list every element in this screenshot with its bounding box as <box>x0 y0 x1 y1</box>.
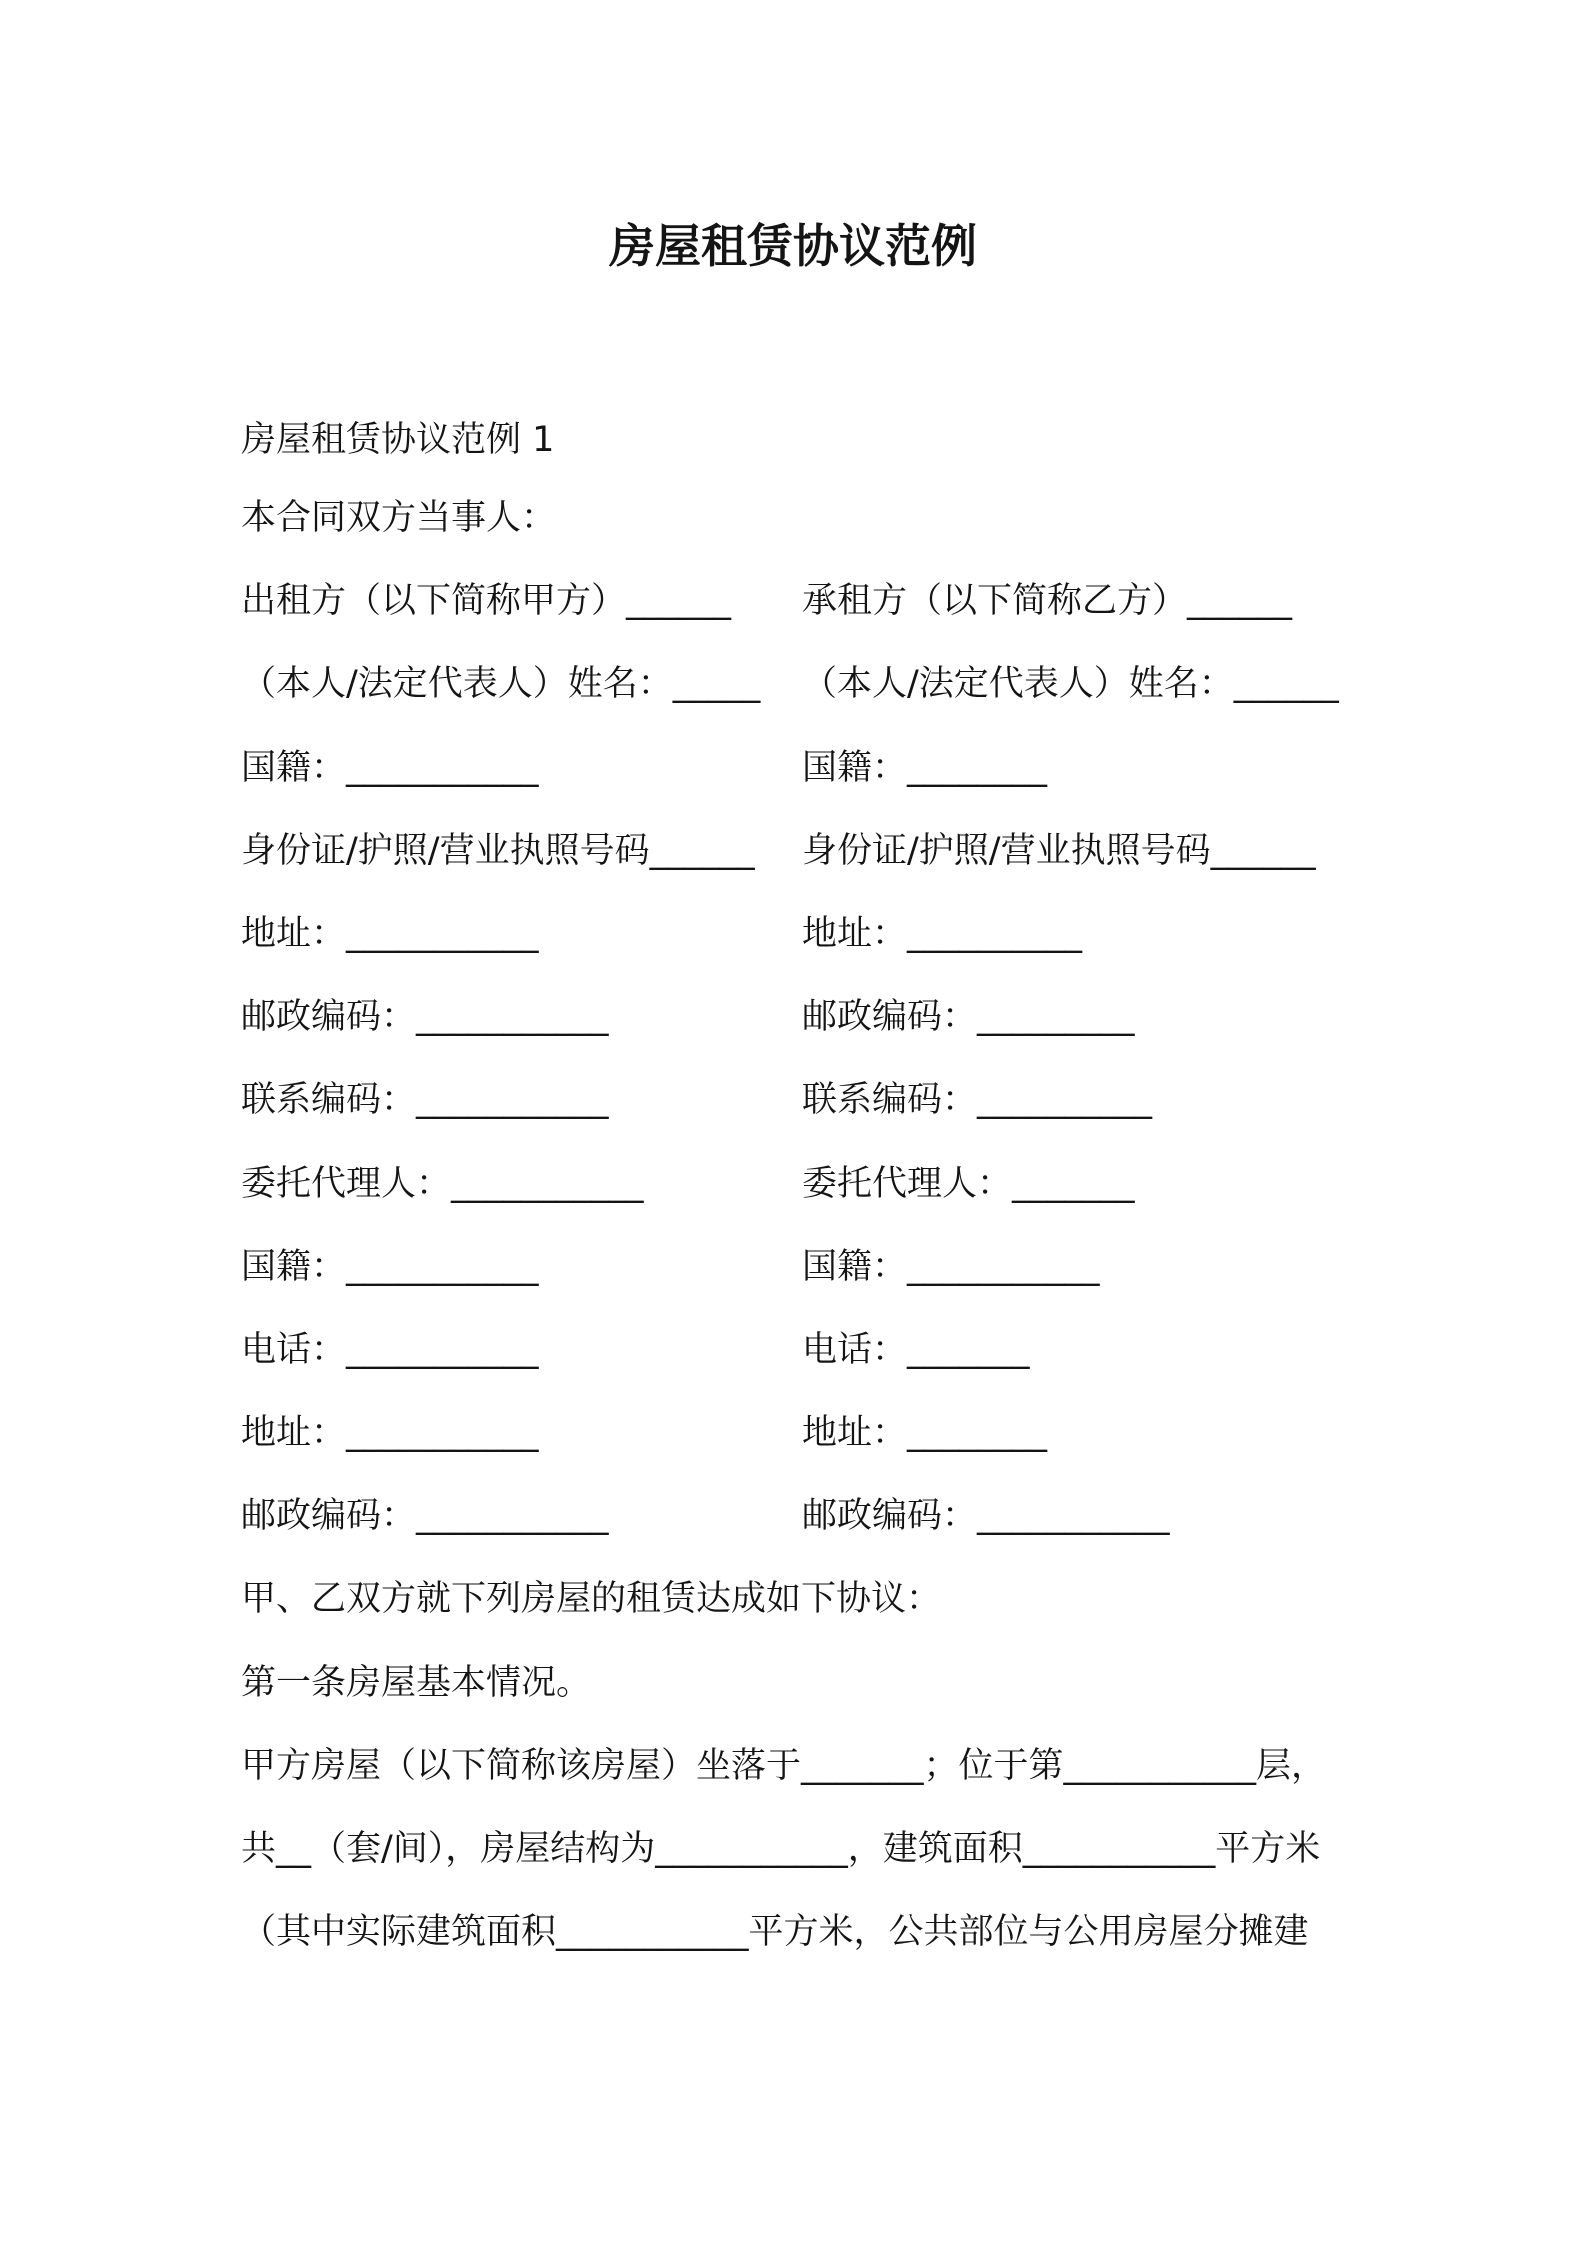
lessor-contact: 联系编码：___________ <box>241 1080 609 1121</box>
article-1-text-line-1: 甲方房屋（以下简称该房屋）坐落于_______；位于第___________层， <box>241 1745 1327 1786</box>
lessee-nationality: 国籍：________ <box>802 747 1048 788</box>
lessee-postal-code: 邮政编码：_________ <box>802 997 1135 1038</box>
lessee-label: 承租方（以下简称乙方）______ <box>802 581 1293 622</box>
lessee-address: 地址：__________ <box>802 913 1083 954</box>
section-heading: 房屋租赁协议范例 1 <box>241 420 555 460</box>
lessor-nationality: 国籍：___________ <box>241 747 539 788</box>
lessee-agent-nationality: 国籍：___________ <box>802 1246 1100 1287</box>
party-table <box>241 560 1441 1558</box>
party-row <box>241 1226 1441 1309</box>
party-row <box>241 1059 1441 1142</box>
document-title: 房屋租赁协议范例 <box>609 219 977 273</box>
lessee-agent-phone: 电话：_______ <box>802 1329 1030 1370</box>
lessee-agent-postal-code: 邮政编码：___________ <box>802 1496 1170 1537</box>
lessor-agent-address: 地址：___________ <box>241 1413 539 1454</box>
article-1-heading: 第一条房屋基本情况。 <box>241 1662 592 1703</box>
lessor-address: 地址：___________ <box>241 913 539 954</box>
party-row <box>241 810 1441 893</box>
lessee-agent: 委托代理人：_______ <box>802 1163 1135 1204</box>
party-row <box>241 976 1441 1059</box>
lessor-agent: 委托代理人：___________ <box>241 1163 644 1204</box>
lessor-postal-code: 邮政编码：___________ <box>241 997 609 1038</box>
party-row <box>241 893 1441 976</box>
party-row <box>241 1475 1441 1558</box>
party-row <box>241 1309 1441 1392</box>
party-row <box>241 1143 1441 1226</box>
lessor-representative-name: （本人/法定代表人）姓名：_____ <box>241 664 761 705</box>
lessor-agent-postal-code: 邮政编码：___________ <box>241 1496 609 1537</box>
lessor-id-number: 身份证/护照/营业执照号码______ <box>241 830 755 871</box>
lessee-representative-name: （本人/法定代表人）姓名：______ <box>802 664 1339 705</box>
article-1-text-line-2: 共__（套/间），房屋结构为___________，建筑面积___________平方米 <box>241 1829 1321 1869</box>
lessor-agent-phone: 电话：___________ <box>241 1329 539 1370</box>
lessee-contact: 联系编码：__________ <box>802 1080 1153 1121</box>
party-row <box>241 727 1441 810</box>
parties-intro: 本合同双方当事人： <box>241 498 557 538</box>
document-body <box>241 477 1441 1974</box>
party-row <box>241 1392 1441 1475</box>
agreement-intro: 甲、乙双方就下列房屋的租赁达成如下协议： <box>241 1579 942 1620</box>
lessor-agent-nationality: 国籍：___________ <box>241 1246 539 1287</box>
party-row <box>241 560 1441 643</box>
lessee-agent-address: 地址：________ <box>802 1413 1048 1454</box>
party-row <box>241 643 1441 726</box>
article-1-text-line-3: （其中实际建筑面积___________平方米，公共部位与公用房屋分摊建 <box>241 1912 1309 1953</box>
lessor-label: 出租方（以下简称甲方）______ <box>241 581 732 622</box>
lessee-id-number: 身份证/护照/营业执照号码______ <box>802 830 1316 871</box>
